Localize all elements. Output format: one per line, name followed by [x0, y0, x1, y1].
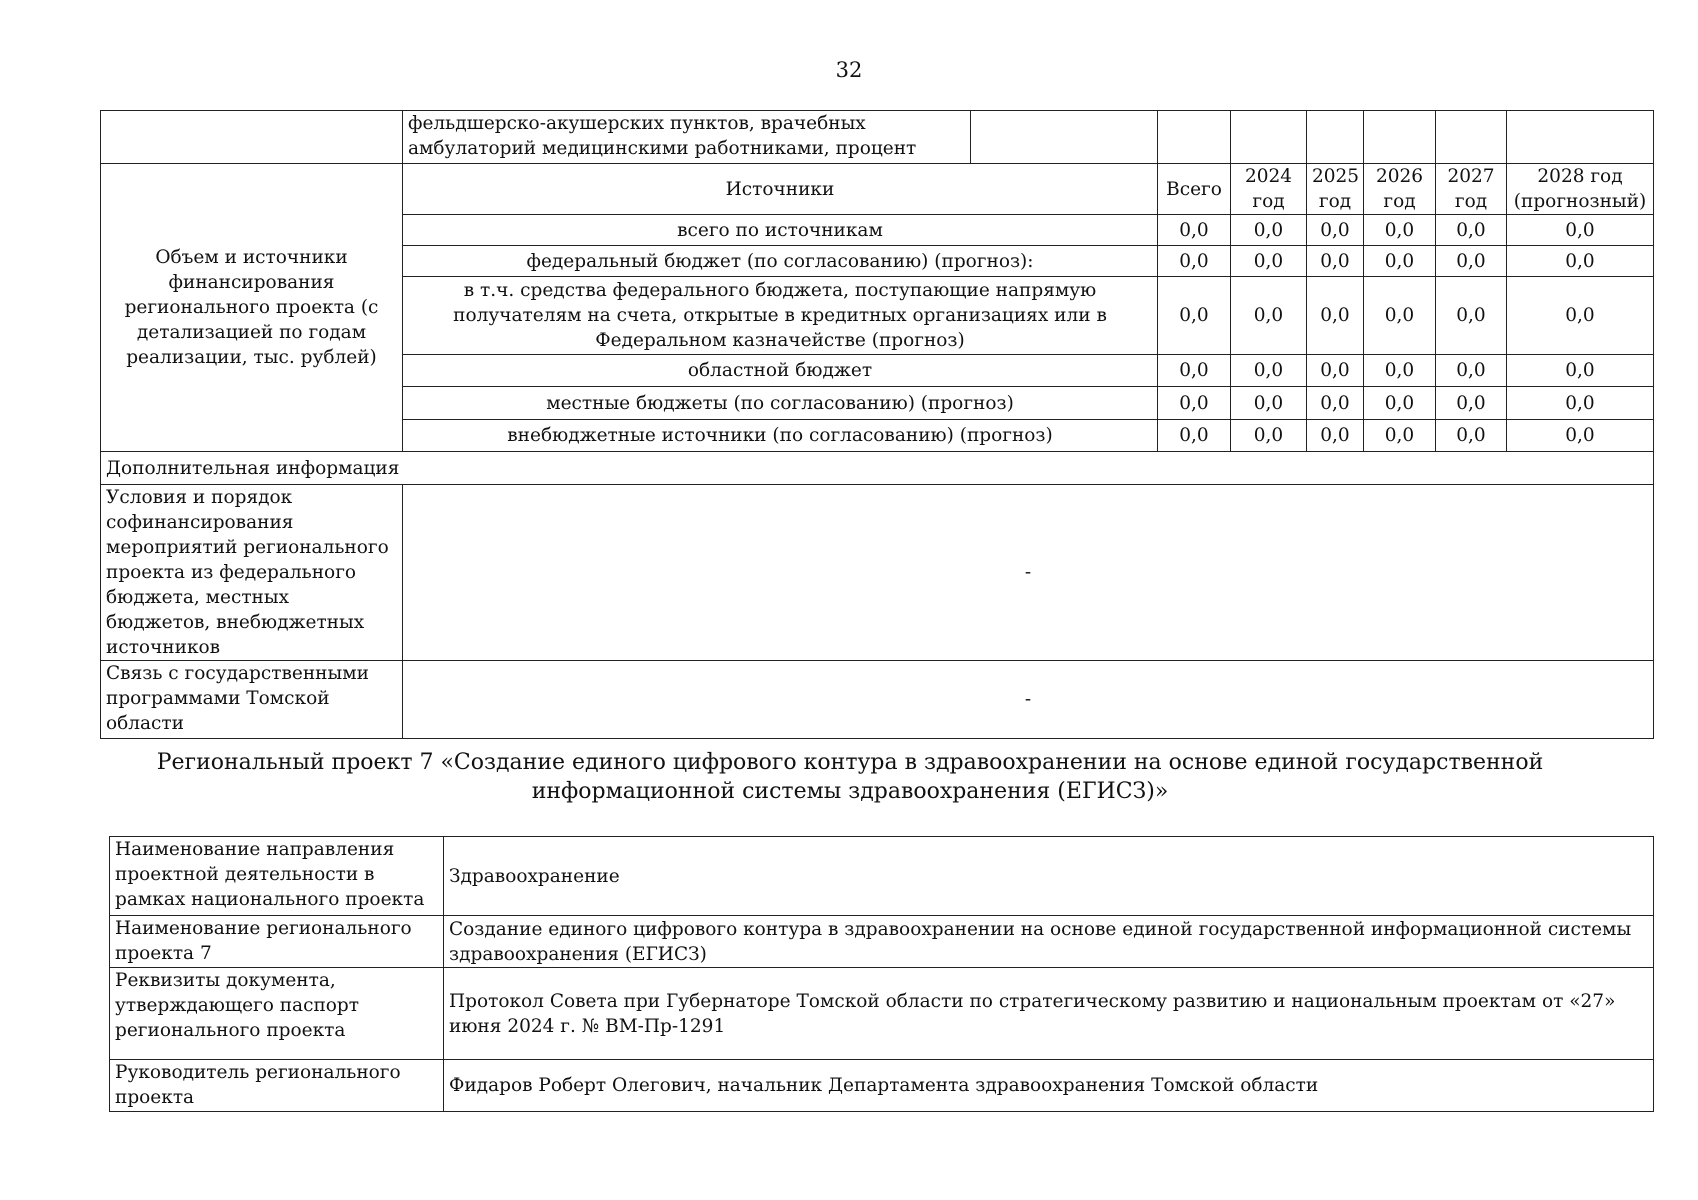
table-row — [110, 837, 1654, 916]
row-value: 0,0 — [1364, 387, 1436, 420]
cofinancing-label: Условия и порядок софинансирования мероприятий регионального проекта из федерального бюджета, местных бюджетов, внебюджетных источников — [101, 485, 403, 661]
link-value: - — [403, 661, 1654, 739]
row-label: внебюджетные источники (по согласованию) (прогноз) — [403, 420, 1158, 452]
row-value: 0,0 — [1436, 246, 1507, 277]
empty-cell — [1436, 111, 1507, 164]
row-value: 0,0 — [1307, 387, 1364, 420]
header-2024: 2024 год — [1231, 164, 1307, 215]
row-value: 0,0 — [1436, 387, 1507, 420]
additional-info: Дополнительная информация — [101, 452, 1654, 485]
funding-label: Объем и источники финансирования регионального проекта (с детализацией по годам реализации, тыс. рублей) — [101, 164, 403, 452]
row-value: 0,0 — [1364, 420, 1436, 452]
header-2025: 2025 год — [1307, 164, 1364, 215]
link-label: Связь с государственными программами Томской области — [101, 661, 403, 739]
row-value: 0,0 — [1436, 277, 1507, 355]
row-value: Протокол Совета при Губернаторе Томской области по стратегическому развитию и национальным проектам от «27» июня 2024 г. № ВМ-Пр-1291 — [444, 968, 1654, 1060]
header-2027: 2027 год — [1436, 164, 1507, 215]
cofinancing-value: - — [403, 485, 1654, 661]
row-value: 0,0 — [1307, 420, 1364, 452]
table-row — [110, 1060, 1654, 1112]
row-value: 0,0 — [1231, 246, 1307, 277]
project7-heading: Региональный проект 7 «Создание единого цифрового контура в здравоохранении на основе единой государственной информационной системы здравоохранения (ЕГИСЗ)» — [156, 750, 1544, 804]
top-row — [101, 111, 1654, 164]
top-row-text: фельдшерско-акушерских пунктов, врачебных амбулаторий медицинскими работниками, процент — [403, 111, 971, 164]
row-value: 0,0 — [1231, 277, 1307, 355]
header-2028: 2028 год (прогнозный) — [1507, 164, 1654, 215]
row-value: 0,0 — [1231, 387, 1307, 420]
empty-cell — [1307, 111, 1364, 164]
row-label: Руководитель регионального проекта — [110, 1060, 444, 1112]
empty-cell — [1158, 111, 1231, 164]
row-value: 0,0 — [1307, 355, 1364, 387]
row-label: Реквизиты документа, утверждающего паспорт регионального проекта — [110, 968, 444, 1060]
row-value: 0,0 — [1158, 215, 1231, 246]
row-value: 0,0 — [1231, 420, 1307, 452]
row-value: 0,0 — [1307, 246, 1364, 277]
project-passport-table — [109, 836, 1654, 1112]
row-value: 0,0 — [1364, 215, 1436, 246]
additional-info-row — [101, 452, 1654, 485]
row-value: Фидаров Роберт Олегович, начальник Департамента здравоохранения Томской области — [444, 1060, 1654, 1112]
row-label: Наименование направления проектной деятельности в рамках национального проекта — [110, 837, 444, 916]
cofinancing-row — [101, 485, 1654, 661]
row-value: 0,0 — [1158, 277, 1231, 355]
row-value: 0,0 — [1158, 387, 1231, 420]
row-value: 0,0 — [1158, 246, 1231, 277]
row-label: в т.ч. средства федерального бюджета, поступающие напрямую получателям на счета, открытые в кредитных организациях или в Федеральном казначействе (прогноз) — [403, 277, 1158, 355]
row-value: Здравоохранение — [444, 837, 1654, 916]
row-label: федеральный бюджет (по согласованию) (прогноз): — [403, 246, 1158, 277]
empty-cell — [971, 111, 1158, 164]
table-row — [110, 916, 1654, 968]
row-value: 0,0 — [1507, 246, 1654, 277]
empty-cell — [1507, 111, 1654, 164]
row-label: областной бюджет — [403, 355, 1158, 387]
header-total: Всего — [1158, 164, 1231, 215]
row-value: 0,0 — [1507, 355, 1654, 387]
row-value: 0,0 — [1364, 277, 1436, 355]
row-value: 0,0 — [1364, 355, 1436, 387]
row-value: 0,0 — [1158, 420, 1231, 452]
funding-table — [100, 110, 1654, 739]
row-value: 0,0 — [1507, 420, 1654, 452]
header-row — [101, 164, 1654, 215]
row-value: 0,0 — [1507, 277, 1654, 355]
row-value: 0,0 — [1507, 387, 1654, 420]
row-value: 0,0 — [1436, 420, 1507, 452]
empty-cell — [101, 111, 403, 164]
empty-cell — [1231, 111, 1307, 164]
row-label: Наименование регионального проекта 7 — [110, 916, 444, 968]
row-value: 0,0 — [1231, 355, 1307, 387]
row-label: всего по источникам — [403, 215, 1158, 246]
empty-cell — [1364, 111, 1436, 164]
row-value: 0,0 — [1436, 355, 1507, 387]
row-value: 0,0 — [1364, 246, 1436, 277]
row-value: 0,0 — [1231, 215, 1307, 246]
page-number: 32 — [835, 58, 863, 82]
row-label: местные бюджеты (по согласованию) (прогноз) — [403, 387, 1158, 420]
header-2026: 2026 год — [1364, 164, 1436, 215]
header-sources: Источники — [403, 164, 1158, 215]
table-row — [110, 968, 1654, 1060]
row-value: 0,0 — [1436, 215, 1507, 246]
row-value: 0,0 — [1507, 215, 1654, 246]
row-value: 0,0 — [1158, 355, 1231, 387]
row-value: 0,0 — [1307, 277, 1364, 355]
row-value: 0,0 — [1307, 215, 1364, 246]
link-row — [101, 661, 1654, 739]
row-value: Создание единого цифрового контура в здравоохранении на основе единой государственной информационной системы здравоохранения (ЕГИСЗ) — [444, 916, 1654, 968]
